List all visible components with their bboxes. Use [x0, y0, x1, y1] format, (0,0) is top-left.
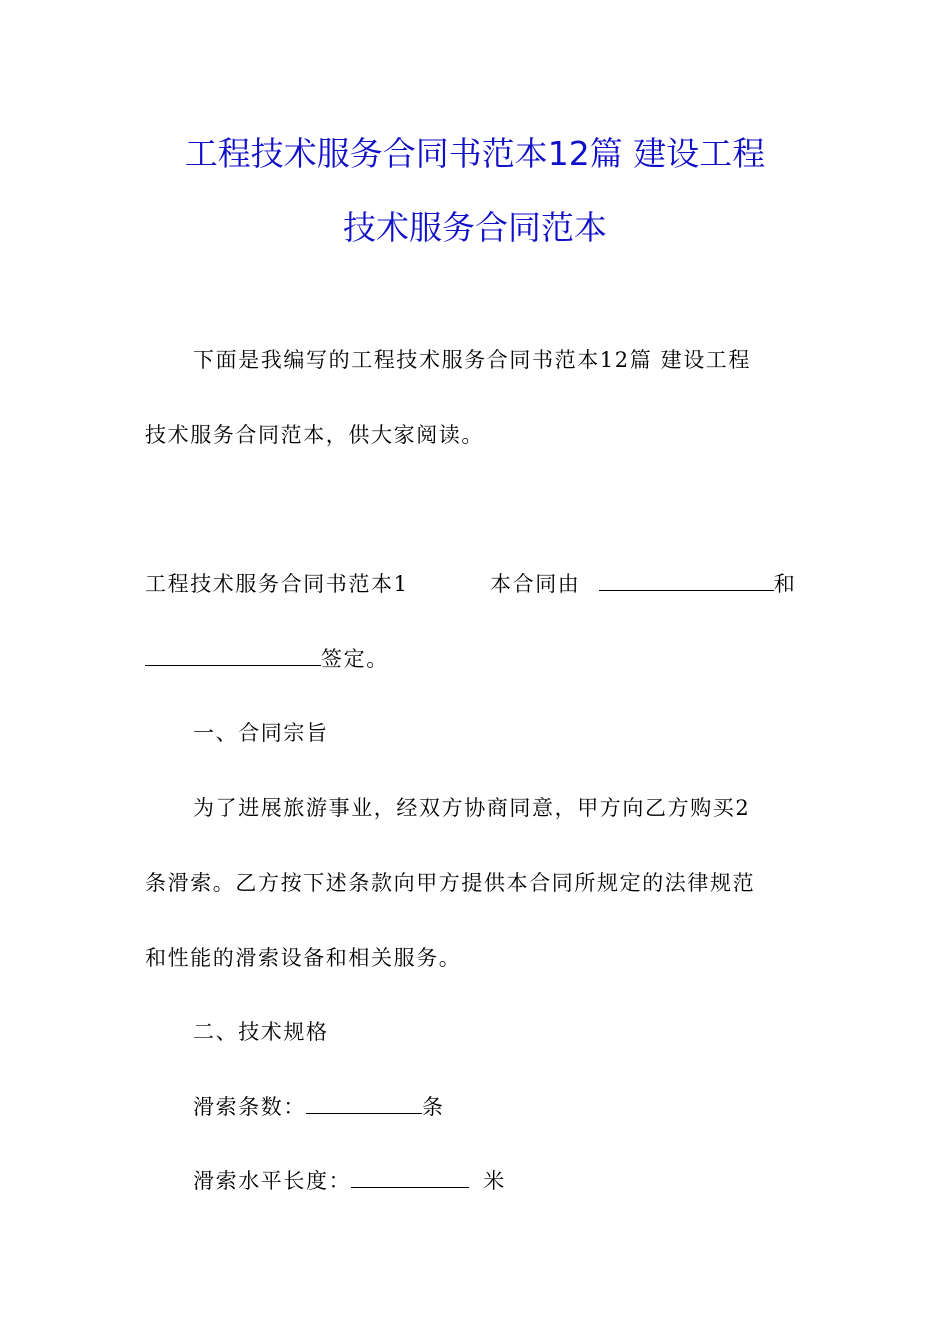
section-2-title: 二、技术规格 [193, 1020, 329, 1044]
party-b-blank [145, 645, 321, 666]
contract-heading: 工程技术服务合同书范本1 [145, 572, 409, 596]
parties-and: 和 [773, 572, 797, 596]
section-1-body-line-1: 为了进展旅游事业，经双方协商同意，甲方向乙方购买2 [193, 796, 751, 820]
section-1-body-line-2: 条滑索。乙方按下述条款向甲方提供本合同所规定的法律规范 [145, 871, 756, 895]
contract-parties-line [490, 570, 796, 598]
section-1-body-line-3: 和性能的滑索设备和相关服务。 [145, 946, 462, 970]
spec-length-blank [351, 1167, 469, 1188]
spec-length-unit: 米 [483, 1169, 506, 1193]
parties-signed: 签定。 [321, 647, 389, 671]
spec-count-unit: 条 [422, 1095, 445, 1119]
spec-count-line [193, 1093, 445, 1121]
intro-line-1: 下面是我编写的工程技术服务合同书范本12篇 建设工程 [193, 348, 751, 372]
document-title-line-1: 工程技术服务合同书范本12篇 建设工程 [184, 134, 766, 173]
spec-length-line [193, 1167, 506, 1195]
parties-prefix: 本合同由 [490, 572, 581, 596]
party-a-blank [599, 570, 774, 591]
intro-line-2: 技术服务合同范本，供大家阅读。 [145, 423, 484, 447]
section-1-title: 一、合同宗旨 [193, 721, 329, 745]
contract-signed-line [145, 645, 389, 673]
spec-count-label: 滑索条数： [193, 1095, 306, 1119]
document-title-line-2: 技术服务合同范本 [343, 208, 607, 247]
spec-length-label: 滑索水平长度： [193, 1169, 352, 1193]
spec-count-blank [306, 1093, 422, 1114]
